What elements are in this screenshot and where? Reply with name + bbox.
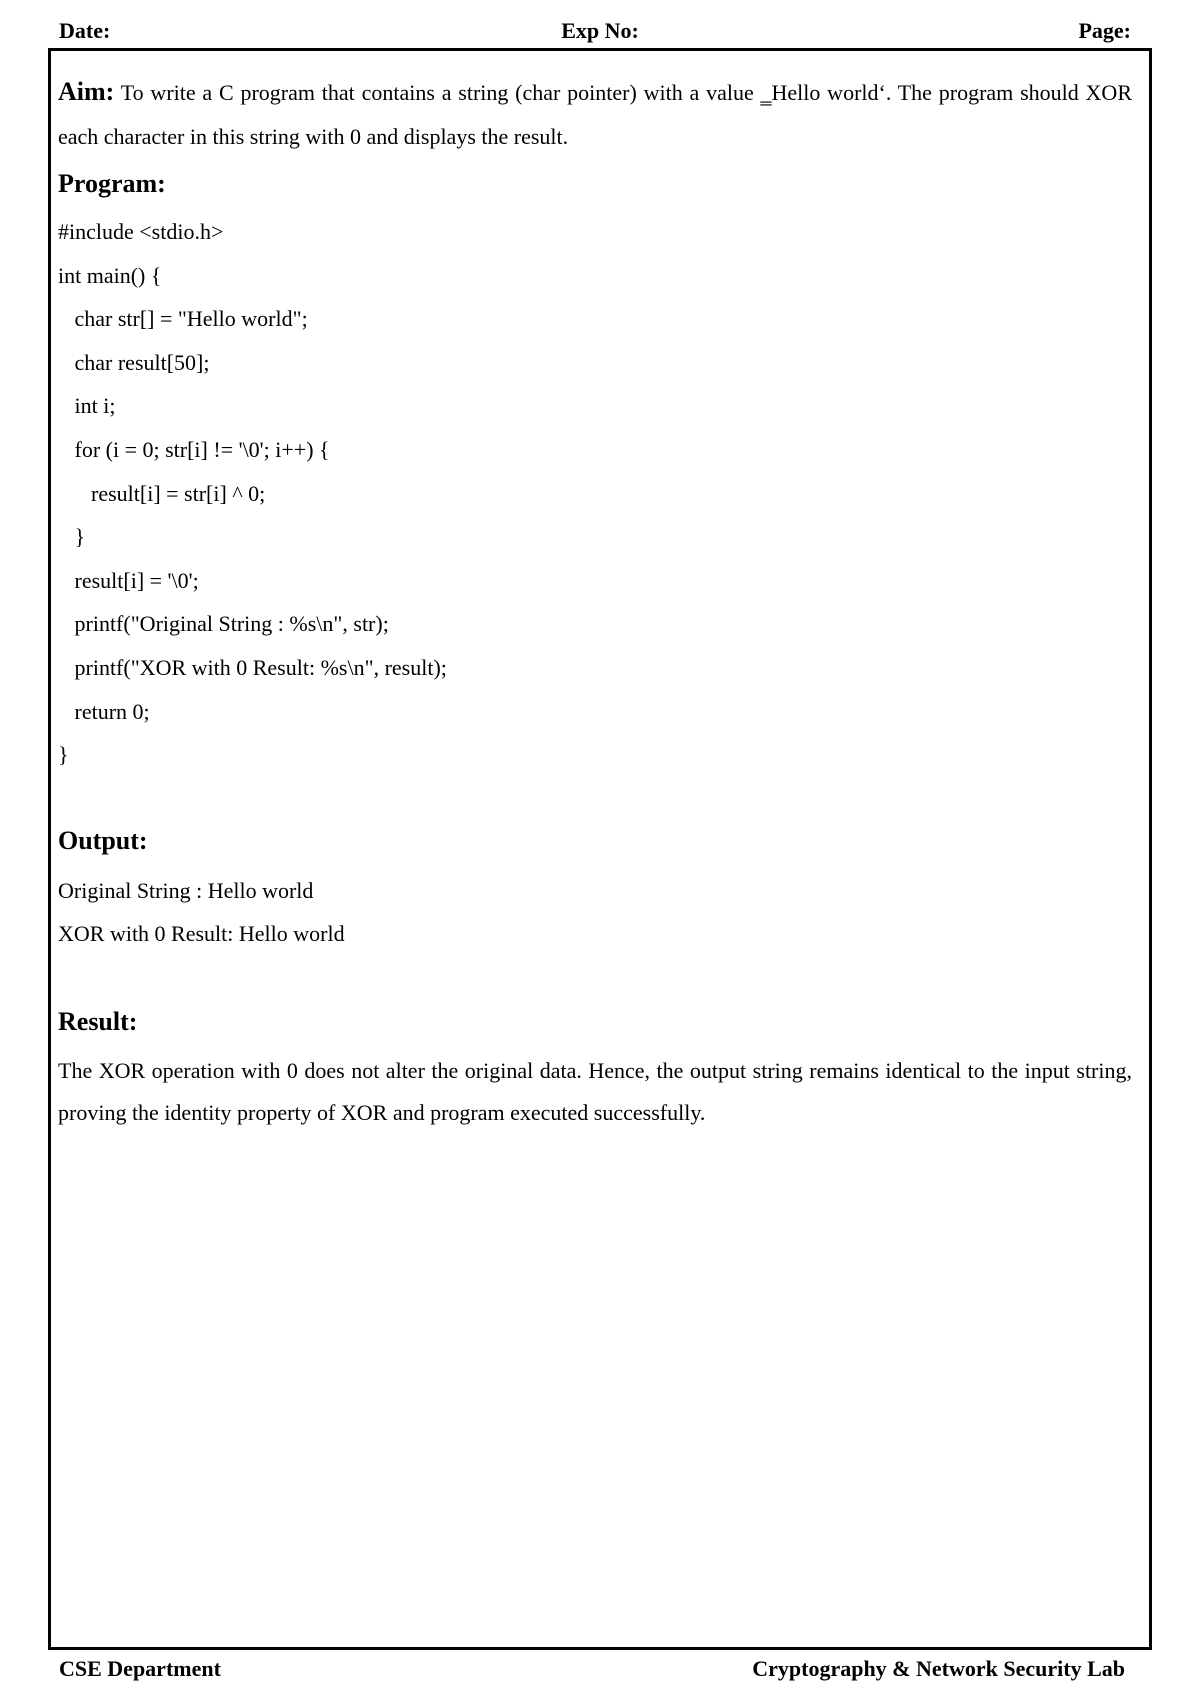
aim-paragraph <box>58 70 1132 159</box>
exp-no-label: Exp No: <box>561 18 639 43</box>
result-heading: Result: <box>58 1006 138 1036</box>
code-line: char result[50]; <box>58 349 210 375</box>
program-code <box>58 210 1132 777</box>
program-output <box>58 869 1132 955</box>
code-line: } <box>58 742 69 768</box>
code-line: return 0; <box>58 698 150 724</box>
aim-text: To write a C program that contains a string (char pointer) with a value ‗Hello world‘. The program should XOR each character in this string with 0 and displays the result. <box>58 80 1132 149</box>
code-line: } <box>58 524 86 550</box>
code-line: printf("Original String : %s\n", str); <box>58 611 389 637</box>
code-line: printf("XOR with 0 Result: %s\n", result); <box>58 654 447 680</box>
code-line: int main() { <box>58 262 162 288</box>
output-line: XOR with 0 Result: Hello world <box>58 920 345 946</box>
code-line: for (i = 0; str[i] != '\0'; i++) { <box>58 436 330 462</box>
output-line: Original String : Hello world <box>58 877 314 903</box>
date-label: Date: <box>59 18 111 43</box>
code-line: int i; <box>58 393 116 419</box>
result-text: The XOR operation with 0 does not alter the original data. Hence, the output string remains identical to the input string, proving the identity property of XOR and program executed successfully. <box>58 1057 1132 1125</box>
output-heading: Output: <box>58 825 148 855</box>
program-heading: Program: <box>58 169 166 198</box>
code-line: result[i] = str[i] ^ 0; <box>58 480 266 506</box>
aim-label: Aim: <box>58 77 115 106</box>
page-content <box>58 70 1132 1134</box>
page-label: Page: <box>1078 18 1131 43</box>
lab-name-label: Cryptography & Network Security Lab <box>752 1656 1125 1681</box>
department-label: CSE Department <box>59 1656 221 1681</box>
code-line: result[i] = '\0'; <box>58 567 199 593</box>
code-line: #include <stdio.h> <box>58 219 224 244</box>
code-line: char str[] = "Hello world"; <box>58 306 308 332</box>
